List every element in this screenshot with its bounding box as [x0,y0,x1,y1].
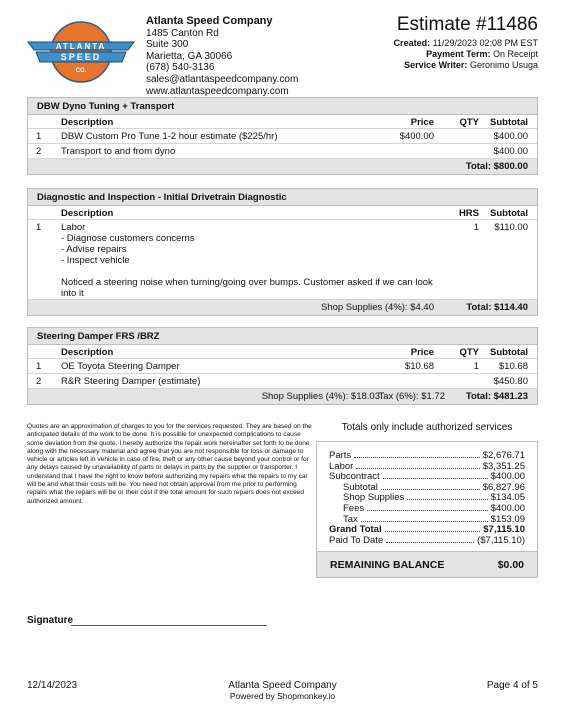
service-section-dyno [27,97,538,175]
col-subtotal: Subtotal [490,117,528,128]
summary-leader-dots [361,514,488,522]
summary-value: $400.00 [490,471,525,483]
row-number: 1 [36,361,42,372]
summary-label: Subtotal [343,481,378,493]
table-row [28,144,537,159]
shop-supplies: Shop Supplies (4%): $4.40 [320,302,434,313]
footer-date: 12/14/2023 [27,680,78,691]
section-total: Total: $481.23 [465,391,528,402]
company-logo [26,20,136,84]
table-row [28,129,537,144]
labor-note: into it [61,288,84,299]
row-description: DBW Custom Pro Tune 1-2 hour estimate ($225/hr) [61,131,278,142]
summary-value: $134.05 [490,492,525,504]
col-hrs: HRS [458,208,479,219]
footer-center [27,680,538,702]
section-total-row [28,389,537,404]
labor-line: - Diagnose customers concerns [61,233,195,244]
summary-value: $6,827.96 [482,481,525,493]
summary-leader-dots [367,503,488,511]
signature-label: Signature [27,615,74,626]
summary-value: $2,676.71 [482,450,525,461]
row-description [61,222,441,299]
summary-row [329,482,525,493]
signature-line[interactable] [71,625,267,626]
col-price: Price [410,117,434,128]
remaining-balance-label: REMAINING BALANCE [330,559,445,571]
summary-label: Shop Supplies [343,492,405,504]
service-section-diagnostic [27,188,538,316]
estimate-created [394,38,538,49]
col-subtotal: Subtotal [490,347,528,358]
company-info [146,16,298,97]
row-number: 1 [36,222,42,233]
table-header-row [28,115,537,129]
section-total-row [28,300,537,315]
summary-value: $400.00 [490,503,525,514]
writer-label: Service Writer: [404,60,468,70]
row-subtotal: $450.80 [493,376,528,387]
row-price: $10.68 [404,361,434,372]
row-price: $400.00 [399,131,434,142]
term-value: On Receipt [492,49,538,59]
summary-row [329,461,525,472]
section-total-row [28,159,537,174]
row-subtotal: $10.68 [498,361,528,372]
row-number: 1 [36,131,42,142]
logo-text-mid: SPEED [60,52,102,62]
labor-line: - Advise repairs [61,244,127,255]
estimate-payment-term [394,49,538,60]
section-title: Steering Damper FRS /BRZ [28,328,537,345]
summary-leader-dots [381,482,480,490]
company-email[interactable]: sales@atlantaspeedcompany.com [146,73,299,85]
summary-row [329,492,525,503]
summary-label: Parts [329,450,352,461]
col-qty: QTY [459,347,479,358]
company-city: Marietta, GA 30066 [146,50,233,62]
remaining-balance-value: $0.00 [497,559,524,571]
table-row [28,359,537,374]
table-row [28,220,537,300]
col-description: Description [61,347,114,358]
row-subtotal: $400.00 [493,146,528,157]
summary-leader-dots [354,450,480,458]
labor-note: Noticed a steering noise when turning/going over bumps. Customer asked if we can look [61,277,433,288]
col-description: Description [61,208,114,219]
term-label: Payment Term: [426,49,491,59]
summary-leader-dots [383,471,488,479]
summary-row [329,524,525,535]
table-header-row [28,206,537,220]
document-header [0,0,565,100]
footer-page-number: Page 4 of 5 [486,680,538,691]
footer-company: Atlanta Speed Company [228,680,337,691]
summary-leader-dots [356,461,480,469]
remaining-balance-row [317,551,537,577]
col-qty: QTY [459,117,479,128]
logo-text-bot: CO. [75,68,87,74]
summary-label: Subcontract [329,471,380,483]
summary-row [329,471,525,482]
disclaimer-text: Quotes are an approximation of charges to you for the services requested. They are based on the anticipated details of the work to be done. It is possible for unexpected complications to cause some deviation from the quote. I hereby authorize the repair work hereinafter set forth to be done along with the necessary material and agree that you are not responsible for loss or damage to vehicle or articles left in vehicle in case of fire, theft or any other cause beyond your control or for any delays caused by unavailability of parts or delays in parts by the supplier or transporter. I understand that I have the right to know before authorizing my repairs what the repairs to my car will be and what their costs will be. You need not obtain approval from me prior to performing repairs what the repairs will be or their cost if the total amount for such repairs does not exceed authorized amount. [27,423,312,505]
table-header-row [28,345,537,359]
summary-row [329,535,525,546]
table-row [28,374,537,389]
section-title: DBW Dyno Tuning + Transport [28,98,537,115]
summary-value: $3,351.25 [482,460,525,472]
tax: Tax (6%): $1.72 [378,391,445,402]
row-description: R&R Steering Damper (estimate) [61,376,201,387]
row-subtotal: $110.00 [494,222,528,233]
summary-label: Labor [329,460,354,472]
labor-line-blank [61,266,441,277]
summary-value: ($7,115.10) [477,534,525,546]
summary-value: $153.09 [490,513,525,525]
company-address1: 1485 Canton Rd [146,27,219,39]
summary-leader-dots [386,535,474,543]
company-address2: Suite 300 [146,39,189,51]
section-total: Total: $800.00 [465,161,528,172]
shop-supplies: Shop Supplies (4%): $18.03 [261,391,380,402]
summary-leader-dots [407,492,488,500]
summary-label: Grand Total [329,524,382,536]
summary-label: Tax [343,513,358,525]
col-price: Price [410,347,434,358]
writer-value: Geronimo Usuga [469,60,538,70]
row-description: Transport to and from dyno [61,146,176,157]
estimate-info [394,14,538,71]
section-total: Total: $114.40 [466,302,528,313]
section-title: Diagnostic and Inspection - Initial Drivetrain Diagnostic [28,189,537,206]
row-number: 2 [36,376,42,387]
row-hrs: 1 [473,222,479,233]
row-description: OE Toyota Steering Damper [61,361,180,372]
company-website[interactable]: www.atlantaspeedcompany.com [146,85,289,97]
totals-summary [316,441,538,578]
summary-row [329,450,525,461]
summary-value: $7,115.10 [483,524,525,536]
service-section-steering-damper [27,327,538,405]
summary-label: Paid To Date [329,534,384,546]
col-description: Description [61,117,114,128]
summary-row [329,514,525,525]
company-phone: (678) 540-3136 [146,62,215,74]
created-value: 11/29/2023 02:08 PM EST [432,38,538,48]
estimate-title: Estimate #11486 [396,14,538,35]
footer-powered-by: Powered by Shopmonkey.io [229,691,336,701]
estimate-service-writer [394,60,538,71]
labor-line: Labor [61,222,86,233]
summary-heading: Totals only include authorized services [341,422,513,433]
row-qty: 1 [473,361,479,372]
created-label: Created: [393,38,431,48]
summary-row [329,503,525,514]
summary-leader-dots [385,524,480,532]
col-subtotal: Subtotal [490,208,528,219]
labor-line: - Inspect vehicle [61,255,130,266]
company-name: Atlanta Speed Company [146,15,273,27]
logo-text-top: ATLANTA [55,42,107,51]
row-number: 2 [36,146,42,157]
summary-label: Fees [343,503,365,514]
row-subtotal: $400.00 [493,131,528,142]
